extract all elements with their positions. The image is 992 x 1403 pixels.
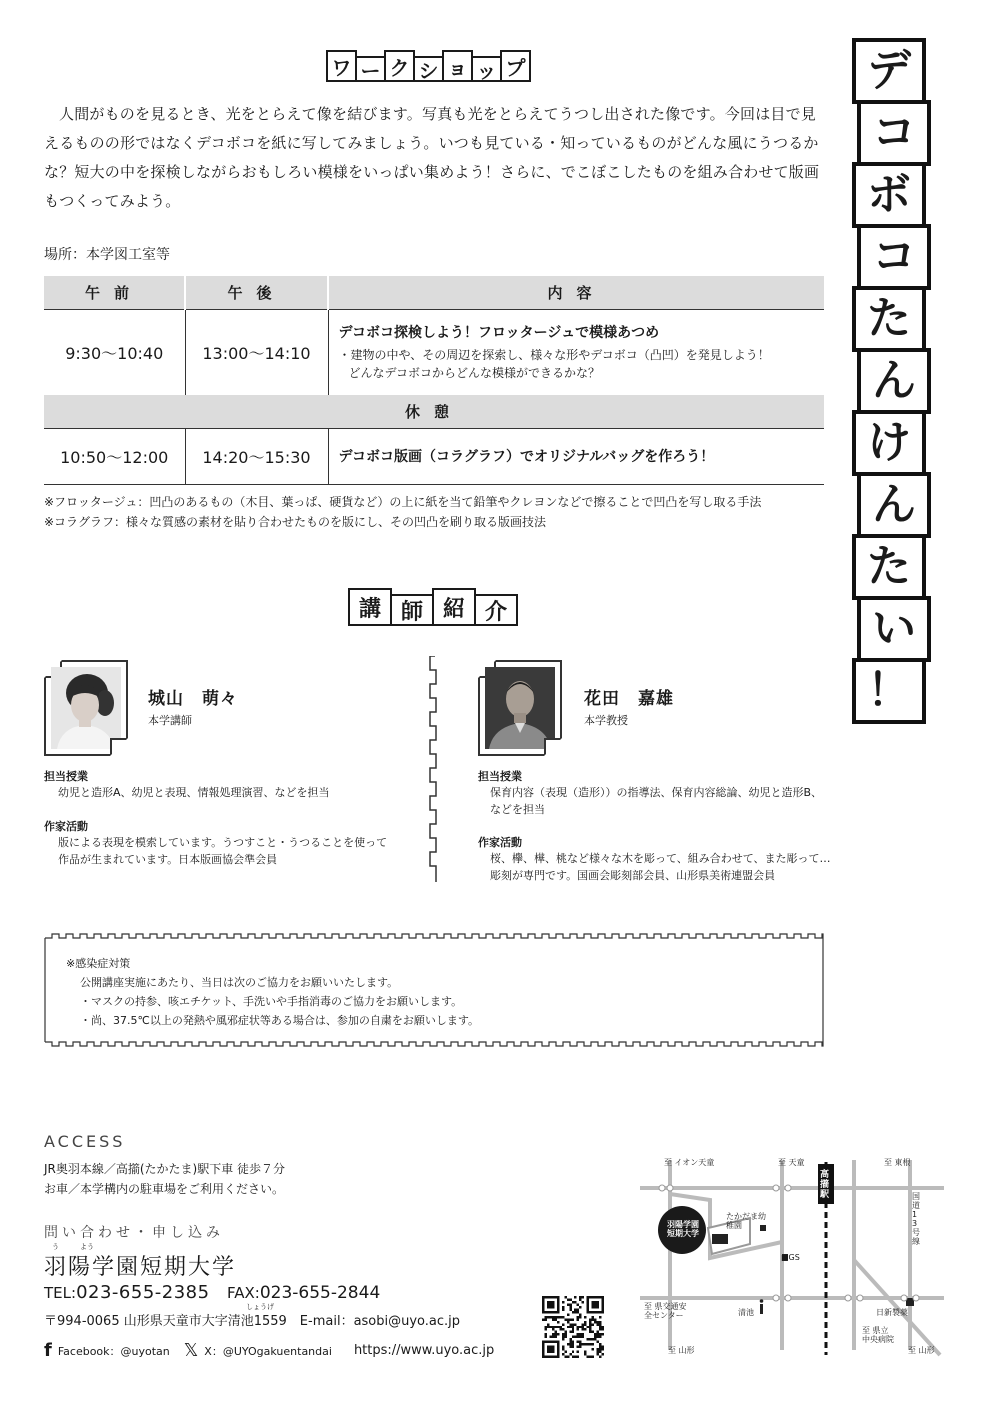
vertical-title-char: コ [857,100,931,166]
time-am: 10:50〜12:00 [44,428,185,484]
notice-line: ・尚、37.5℃以上の発熱や風邪症状等ある場合は、参加の自粛をお願いします。 [80,1014,479,1027]
table-row [44,428,824,484]
tel-number[interactable]: 023-655-2385 [76,1282,210,1303]
break-row [44,395,824,428]
section-label: 担当授業 [478,770,522,783]
vertical-title-char: ！ [852,658,926,724]
notes [44,492,761,532]
title-char: 紹 [432,588,476,626]
lecturer-classes: 保育内容（表現（造形））の指導法、保育内容総論、幼児と造形B、 [490,786,823,799]
fax-label: FAX: [226,1284,260,1302]
contact-heading: 問い合わせ・申し込み [44,1225,224,1241]
avatar [51,667,121,749]
lecturer-classes: 幼児と造形A、幼児と表現、情報処理演習、などを担当 [58,786,330,799]
map-label: 国道13号線 [912,1192,920,1246]
content-cell [328,428,824,484]
content-cell [328,309,824,395]
vertical-title [854,42,928,724]
time-pm: 13:00〜14:10 [185,309,328,395]
notice-text [66,954,479,1030]
vertical-title-char: デ [852,38,926,104]
content-title: デコボコ版画（コラグラフ）でオリジナルバッグを作ろう！ [338,449,715,465]
time-am: 9:30〜10:40 [44,309,185,395]
vertical-title-char: た [852,534,926,600]
access-map [640,1150,944,1362]
header-pm: 午後 [185,276,328,309]
vertical-title-char: た [852,286,926,352]
fax-number: 023-655-2844 [259,1283,381,1303]
map-label: ■GS [781,1253,800,1262]
section-label: 担当授業 [44,770,88,783]
x-link[interactable]: X：@UYOgakuentandai [204,1344,332,1358]
header-content: 内容 [328,276,824,309]
facebook-icon: f [44,1340,52,1361]
vertical-title-char: コ [857,224,931,290]
title-char: シ [413,56,444,82]
access-heading: ACCESS [44,1132,126,1151]
title-char: プ [500,50,531,82]
map-label: 至 県立中央病院 [862,1326,894,1344]
column-divider [428,656,442,882]
tel-fax [44,1282,380,1303]
lecturer-works: 彫刻が専門です。国画会彫刻部会員、山形県美術連盟会員 [490,869,776,882]
lecturer-role: 本学講師 [148,714,192,727]
title-char: ク [384,50,415,82]
workshop-place: 場所：本学図工室等 [44,247,170,263]
map-label: 至 東根 [884,1158,911,1167]
vertical-title-char: い [857,596,931,662]
lecturer-role: 本学教授 [584,714,628,727]
map-label: たかだま幼稚園 [726,1212,766,1230]
x-icon: 𝕏 [183,1340,199,1361]
station-label: 高擶駅 [820,1170,830,1200]
note: ※コラグラフ：様々な質感の素材を貼り合わせたものを版にし、その凹凸を刷り取る版画技法 [44,515,547,529]
title-char: ー [355,56,386,82]
title-char: 介 [474,594,518,626]
content-desc: ・建物の中や、その周辺を探索し、様々な形やデコボコ（凸凹）を発見しよう！ [338,348,770,363]
title-char: 講 [348,588,392,626]
workshop-intro: 人間がものを見るとき、光をとらえて像を結びます。写真も光をとらえてうつし出された像です。今回は目で見えるものの形ではなくデコボコを紙に写してみましょう。いつも見ている・知っているものがどんな風にうつるかな？短大の中を探検しながらおもしろい模様をいっぱい集めよう！さらに、でこぼこしたものを組み合わせて版画もつくってみよう。 [44,105,820,210]
notice-line: 公開講座実施にあたり、当日は次のご協力をお願いいたします。 [80,976,399,989]
table-header-row [44,276,824,309]
map-label: 清池 [738,1308,754,1317]
notice-line: ・マスクの持参、咳エチケット、手洗いや手指消毒のご協力をお願いします。 [80,995,463,1008]
college-name: 羽陽学園短期大学 [44,1255,237,1280]
note: ※フロッタージュ：凹凸のあるもの（木目、葉っぱ、硬貨など）の上に紙を当て鉛筆やクレヨンなどで擦ることで凹凸を写し取る手法 [44,495,762,509]
title-char: 師 [390,594,434,626]
schedule-table [44,276,824,485]
ruby: しょうげ [246,1303,274,1311]
vertical-title-char: ん [857,348,931,414]
lecturer-name: 花田 嘉雄 [584,689,674,709]
lecturer-works: 作品が生まれています。日本版画協会準会員 [58,853,278,866]
notice-heading: ※感染症対策 [66,957,131,970]
qr-code-icon [542,1296,604,1358]
ruby: よう [80,1243,94,1251]
access-line: JR奥羽本線／高擶(たかたま)駅下車 徒歩７分 [44,1162,286,1176]
section-label: 作家活動 [478,836,522,849]
vertical-title-char: ボ [852,162,926,228]
map-label: 至 山形 [668,1346,695,1355]
title-char: ョ [442,50,473,82]
lecturer-works: 桜、欅、樺、桃など様々な木を彫って、組み合わせて、また彫って… [490,852,831,865]
map-label: 至 天童 [778,1158,805,1167]
header-am: 午前 [44,276,185,309]
map-label: 至 山形 [908,1346,935,1355]
map-label: 至 イオン天童 [664,1158,715,1167]
vertical-title-char: ん [857,472,931,538]
avatar [485,667,555,749]
table-row [44,309,824,395]
vertical-title-char: け [852,410,926,476]
lecturer-photo [478,660,562,756]
title-char: ワ [326,50,357,82]
lecturer-photo [44,660,128,756]
content-title: デコボコ探検しよう！フロッタージュで模様あつめ [338,325,660,342]
section-label: 作家活動 [44,820,88,833]
content-desc: どんなデコボコからどんな模様ができるかな？ [348,366,601,381]
lecturer-works: 版による表現を模索しています。うつすこと・うつることを使って [58,836,388,849]
time-pm: 14:20〜15:30 [185,428,328,484]
map-label: 至 県交通安全センター [644,1302,687,1320]
address: 〒994-0065 山形県天童市大字清池1559 E-mail：asobi@uyo.ac.jp [44,1314,461,1329]
website-link[interactable]: https://www.uyo.ac.jp [353,1343,495,1358]
lecturer-classes: などを担当 [490,803,545,816]
tel-label: TEL: [44,1284,77,1302]
workshop-title [328,50,531,82]
break-label: 休憩 [44,395,824,428]
title-char: ッ [471,56,502,82]
access-line: お車／本学構内の駐車場をご利用ください。 [44,1182,285,1196]
map-label: 日新製薬 [876,1308,908,1317]
ruby: う [52,1243,59,1251]
lecturer-name: 城山 萌々 [148,689,238,709]
facebook-link[interactable]: Facebook：@uyotan [57,1344,170,1358]
social-links [44,1340,494,1361]
college-marker-label: 羽陽学園短期大学 [667,1220,699,1238]
lecturers-title [350,588,518,626]
